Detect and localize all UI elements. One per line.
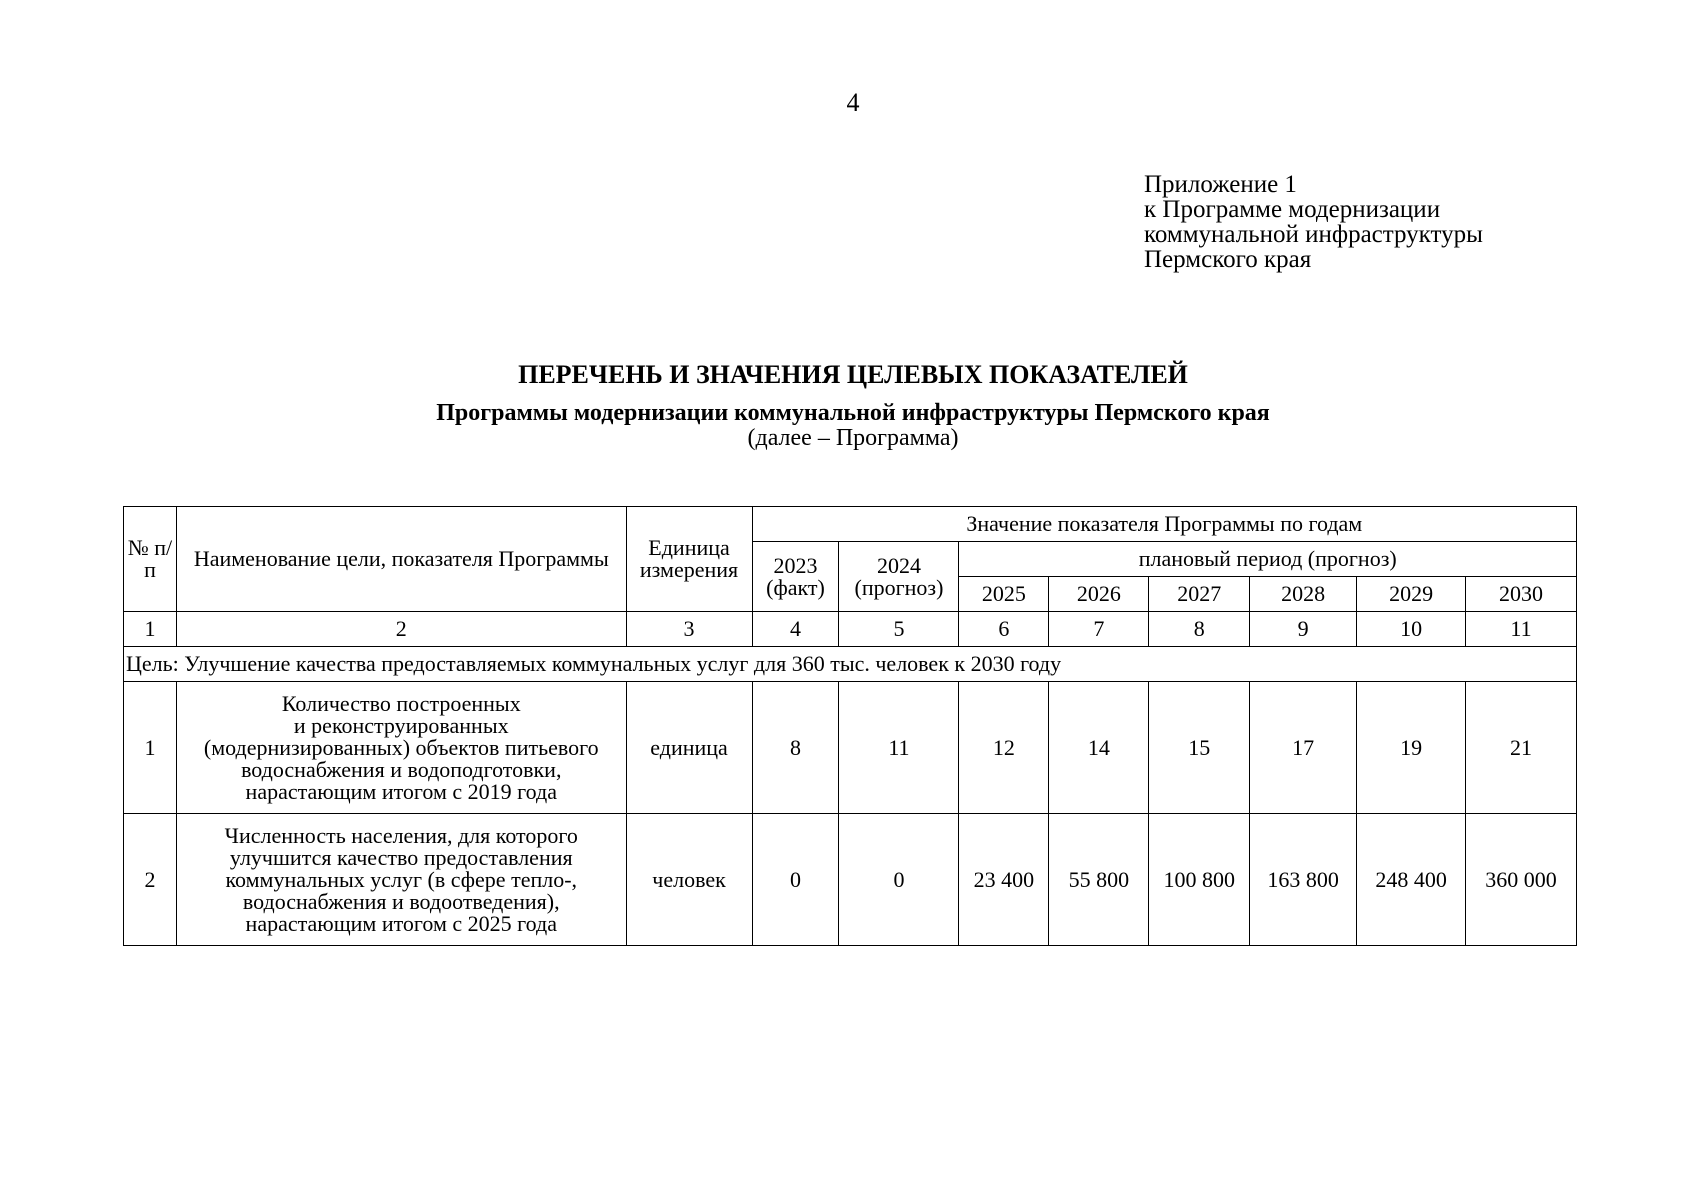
header-year: 2028: [1250, 577, 1357, 612]
column-number: 10: [1357, 612, 1466, 647]
appendix-note: [1144, 172, 1483, 272]
appendix-line: коммунальной инфраструктуры: [1144, 221, 1483, 248]
column-number: 9: [1250, 612, 1357, 647]
indicators-table: [123, 506, 1577, 946]
value-cell: 17: [1250, 682, 1357, 814]
value-cell: 15: [1149, 682, 1250, 814]
column-number: 11: [1466, 612, 1577, 647]
column-number-row: [124, 612, 1577, 647]
value-cell: 0: [752, 814, 839, 946]
value-cell: 100 800: [1149, 814, 1250, 946]
header-year: 2025: [959, 577, 1049, 612]
value-cell: 163 800: [1250, 814, 1357, 946]
column-number: 3: [626, 612, 752, 647]
header-num: № п/п: [124, 507, 177, 612]
value-cell: 12: [959, 682, 1049, 814]
document-title: ПЕРЕЧЕНЬ И ЗНАЧЕНИЯ ЦЕЛЕВЫХ ПОКАЗАТЕЛЕЙ: [518, 360, 1188, 389]
header-year: 2026: [1049, 577, 1149, 612]
header-values-group: Значение показателя Программы по годам: [752, 507, 1576, 542]
header-year-2023: 2023 (факт): [752, 542, 839, 612]
value-cell: 360 000: [1466, 814, 1577, 946]
document-subtitle: Программы модернизации коммунальной инфраструктуры Пермского края: [436, 400, 1270, 426]
column-number: 8: [1149, 612, 1250, 647]
indicator-unit: человек: [626, 814, 752, 946]
appendix-line: Приложение 1: [1144, 171, 1297, 198]
value-cell: 14: [1049, 682, 1149, 814]
subtitle-note: (далее – Программа): [747, 425, 959, 451]
page-number: 4: [846, 88, 860, 117]
goal-text: Цель: Улучшение качества предоставляемых коммунальных услуг для 360 тыс. человек к 2030 году: [124, 647, 1577, 682]
indicator-name: Количество построенных и реконструированных (модернизированных) объектов питьевого водоснабжения и водоподготовки, нарастающим итогом с 2019 года: [176, 682, 626, 814]
appendix-line: к Программе модернизации: [1144, 196, 1441, 223]
column-number: 4: [752, 612, 839, 647]
goal-row: [124, 647, 1577, 682]
indicator-unit: единица: [626, 682, 752, 814]
column-number: 6: [959, 612, 1049, 647]
value-cell: 55 800: [1049, 814, 1149, 946]
value-cell: 8: [752, 682, 839, 814]
table-row: [124, 682, 1577, 814]
column-number: 2: [176, 612, 626, 647]
appendix-line: Пермского края: [1144, 246, 1312, 273]
value-cell: 248 400: [1357, 814, 1466, 946]
header-year: 2029: [1357, 577, 1466, 612]
header-planned-period: плановый период (прогноз): [959, 542, 1577, 577]
column-number: 7: [1049, 612, 1149, 647]
column-number: 1: [124, 612, 177, 647]
value-cell: 11: [839, 682, 959, 814]
value-cell: 19: [1357, 682, 1466, 814]
header-row: [124, 507, 1577, 542]
header-year: 2027: [1149, 577, 1250, 612]
header-unit: Единица измерения: [626, 507, 752, 612]
column-number: 5: [839, 612, 959, 647]
header-year: 2030: [1466, 577, 1577, 612]
value-cell: 23 400: [959, 814, 1049, 946]
value-cell: 21: [1466, 682, 1577, 814]
header-year-2024: 2024 (прогноз): [839, 542, 959, 612]
row-num: 2: [124, 814, 177, 946]
header-name: Наименование цели, показателя Программы: [176, 507, 626, 612]
row-num: 1: [124, 682, 177, 814]
indicator-name: Численность населения, для которого улучшится качество предоставления коммунальных услуг (в сфере тепло-, водоснабжения и водоотведения), нарастающим итогом с 2025 года: [176, 814, 626, 946]
table-row: [124, 814, 1577, 946]
value-cell: 0: [839, 814, 959, 946]
